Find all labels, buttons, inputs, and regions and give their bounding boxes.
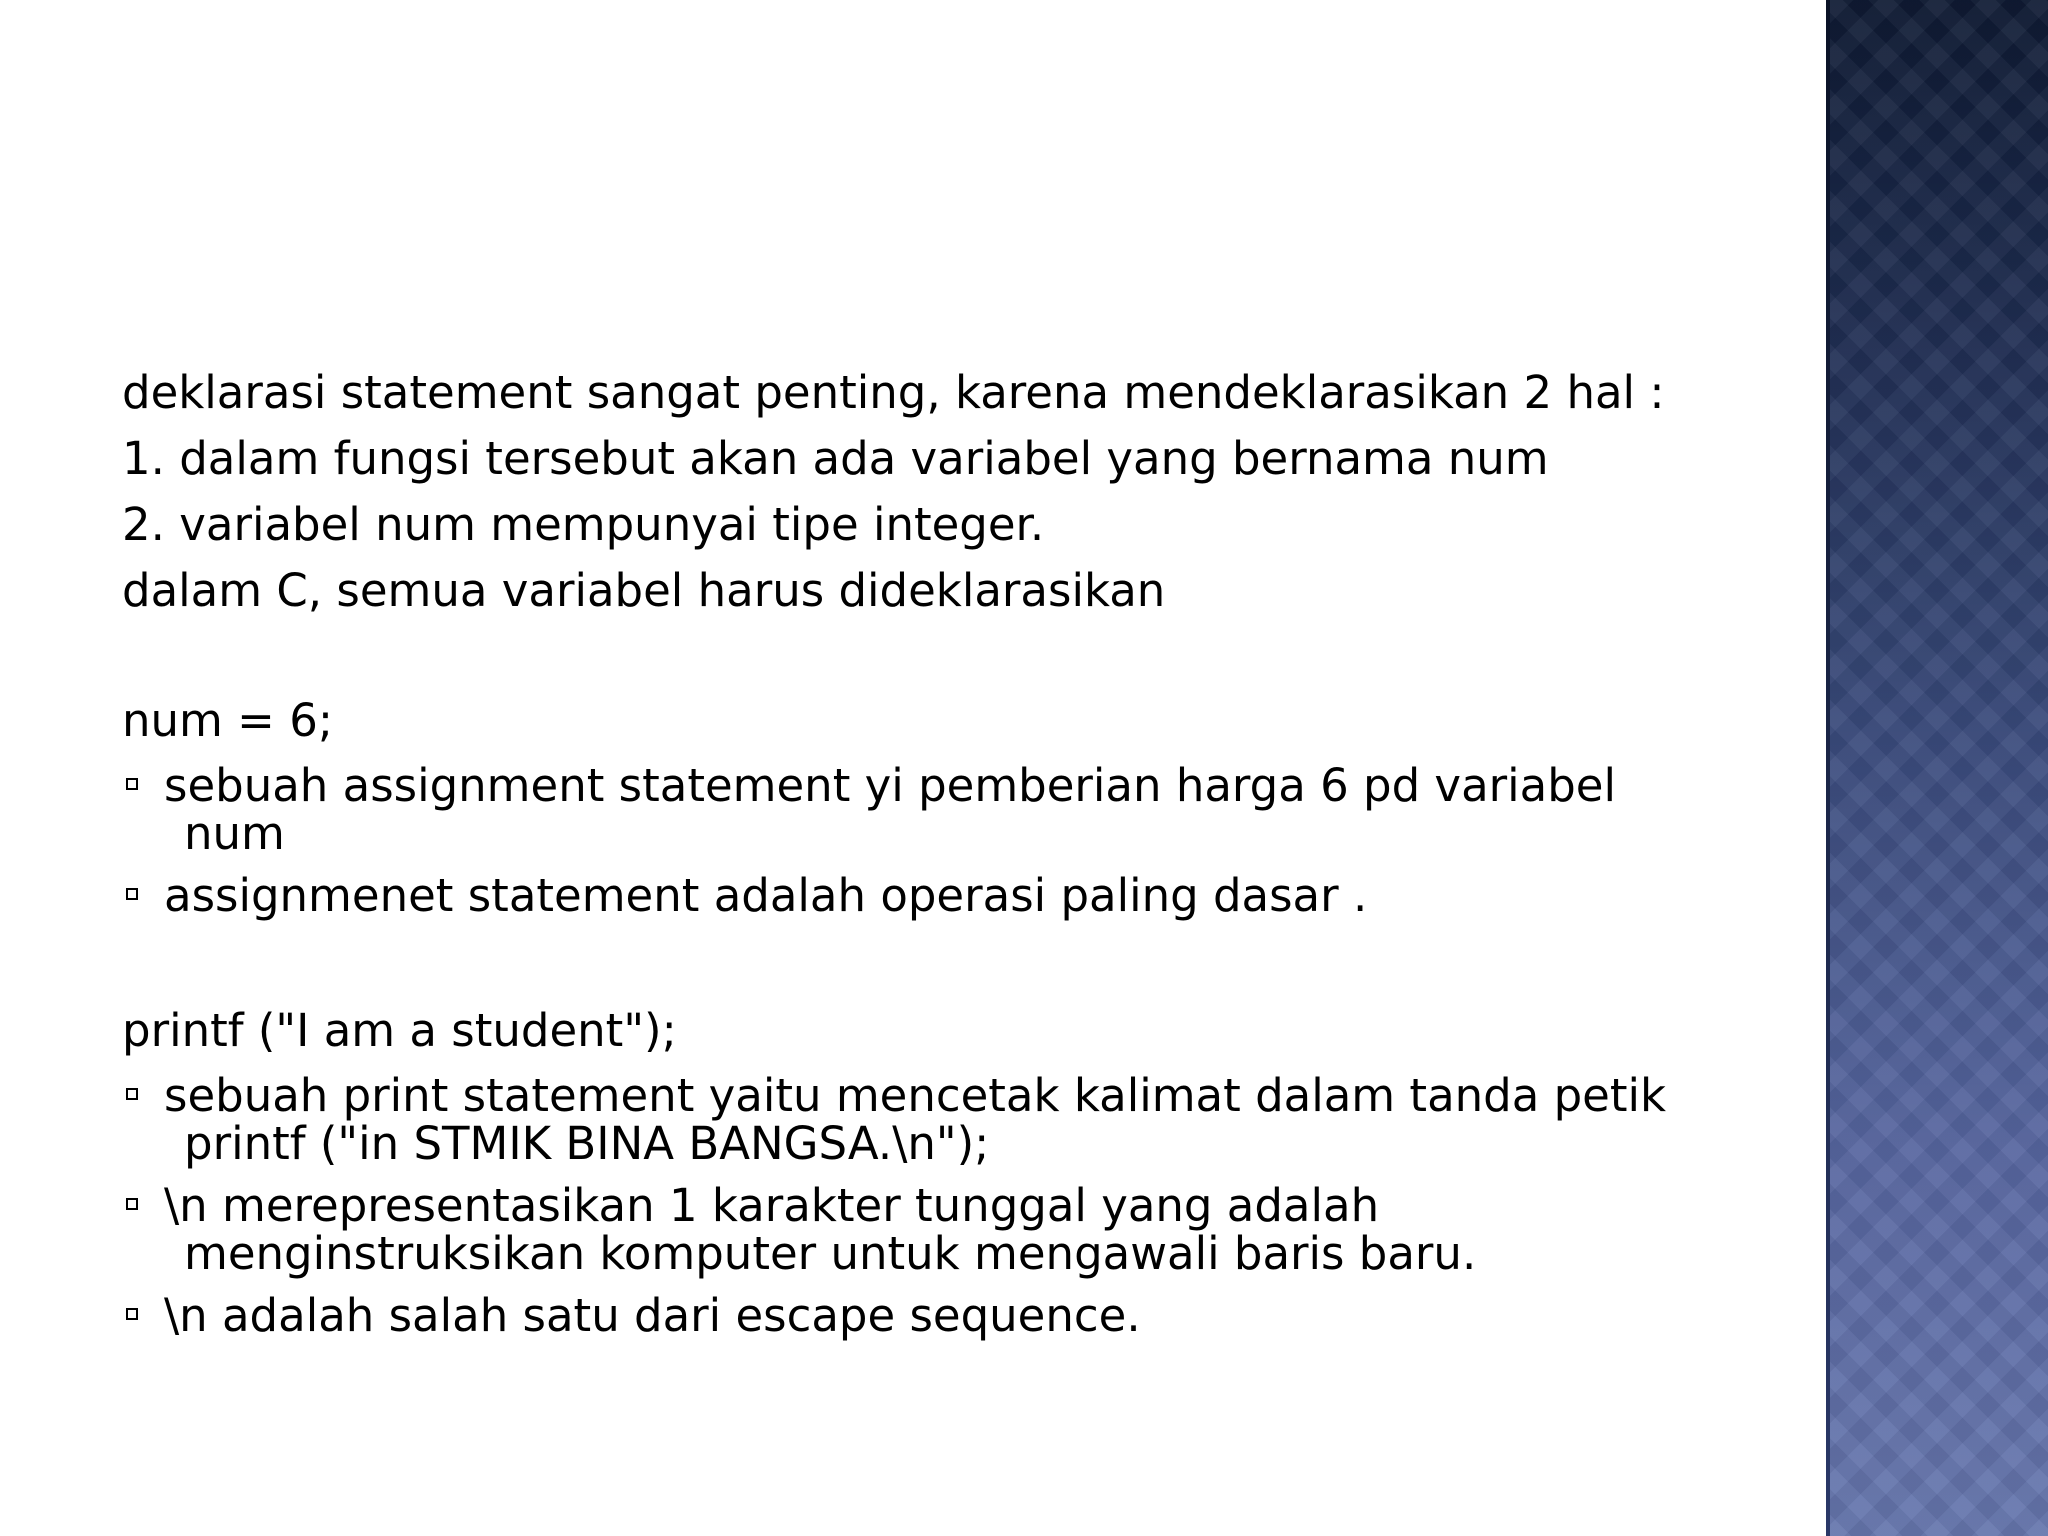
print-code: printf ("I am a student");	[122, 1004, 677, 1057]
bullet-text: assignmenet statement adalah operasi paling dasar .	[164, 869, 1368, 922]
declaration-point-1: 1. dalam fungsi tersebut akan ada variabel yang bernama num	[122, 432, 1549, 485]
declaration-point-2: 2. variabel num mempunyai tipe integer.	[122, 498, 1045, 551]
bullet-text: \n merepresentasikan 1 karakter tunggal yang adalah	[164, 1179, 1380, 1232]
bullet-item	[122, 1289, 1742, 1342]
bullet-text: sebuah print statement yaitu mencetak kalimat dalam tanda petik	[164, 1069, 1667, 1122]
declaration-intro: deklarasi statement sangat penting, karena mendeklarasikan 2 hal :	[122, 366, 1665, 419]
bullet-text-continued: menginstruksikan komputer untuk mengawali baris baru.	[184, 1227, 1477, 1280]
square-bullet-icon	[126, 1308, 138, 1320]
spacer	[122, 624, 1742, 688]
slide-body	[122, 360, 1742, 1354]
spacer	[122, 934, 1742, 998]
bullet-text-continued: num	[184, 807, 285, 860]
bullet-text: \n adalah salah satu dari escape sequence.	[164, 1289, 1141, 1342]
square-bullet-icon	[126, 1088, 138, 1100]
assignment-code: num = 6;	[122, 694, 333, 747]
bullet-item	[122, 869, 1742, 922]
decorative-side-panel	[1826, 0, 2048, 1536]
declaration-note: dalam C, semua variabel harus dideklarasikan	[122, 564, 1166, 617]
bullet-item	[122, 759, 1742, 860]
bullet-item	[122, 1179, 1742, 1280]
bullet-text-continued: printf ("in STMIK BINA BANGSA.\n");	[184, 1117, 990, 1170]
square-bullet-icon	[126, 888, 138, 900]
bullet-item	[122, 1069, 1742, 1170]
bullet-text: sebuah assignment statement yi pemberian harga 6 pd variabel	[164, 759, 1616, 812]
square-bullet-icon	[126, 778, 138, 790]
square-bullet-icon	[126, 1198, 138, 1210]
